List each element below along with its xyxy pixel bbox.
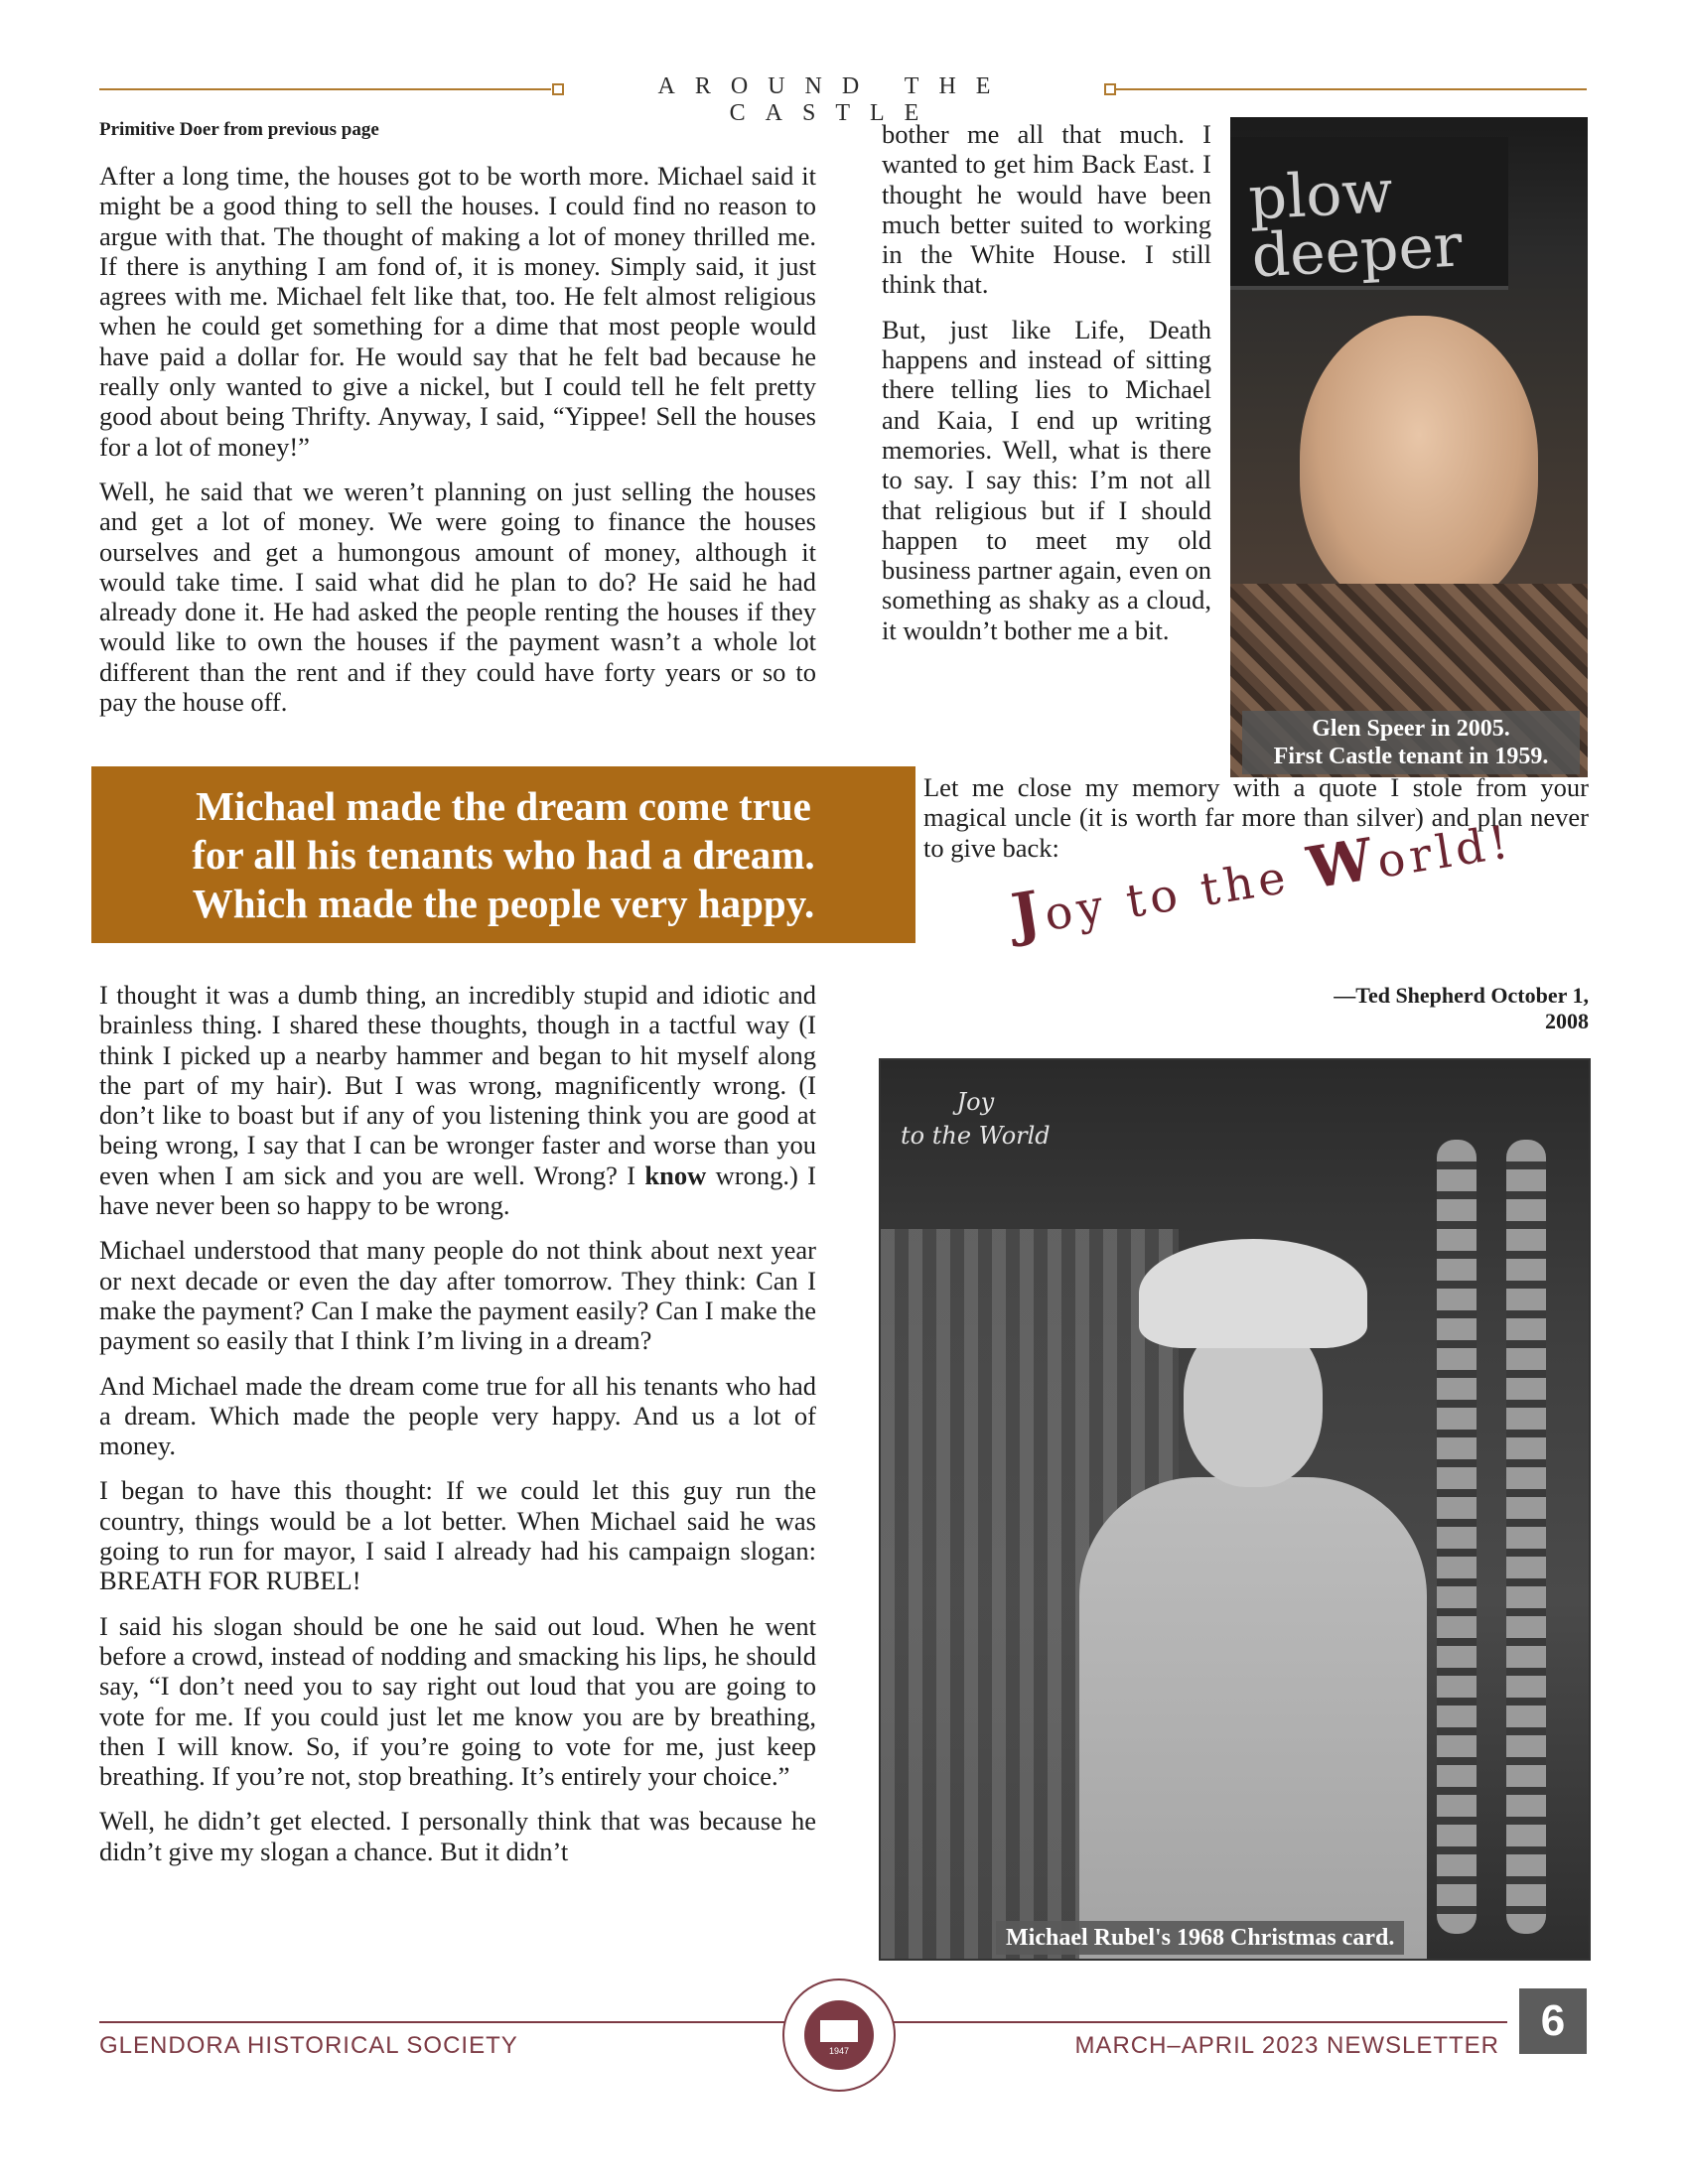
hanging-chain (1506, 1140, 1546, 1934)
sign-text (1246, 157, 1465, 292)
paragraph: bother me all that much. I wanted to get him Back East. I thought he would have been much better suited to working in the White House. I still think that. (882, 119, 1211, 300)
portrait-photo-glen-speer (1230, 117, 1588, 777)
pull-quote-line: for all his tenants who had a dream. (192, 831, 815, 878)
paragraph: Michael understood that many people do not think about next year or next decade or even the day after tomorrow. They think: Can I make the payment? Can I make the payment easily? Can I make the payment so easily that I think I’m living in a dream? (99, 1235, 816, 1356)
paragraph: Well, he said that we weren’t planning on just selling the houses and get a lot of money. We were going to finance the houses ourselves and get a humongous amount of money, although it would take time. I said what did he plan to do? He said he had already done it. He had asked the people renting the houses if they would like to own the houses if the payment wasn’t a whole lot different than the rent and if they could have forty years or so to pay the house off. (99, 476, 816, 718)
caption-line: Glen Speer in 2005. (1312, 716, 1510, 742)
man-figure (1079, 1477, 1427, 1959)
plow-deeper-sign (1230, 137, 1508, 290)
greeting-line: to the World (901, 1122, 1051, 1150)
footer-rule-right (892, 2021, 1507, 2023)
section-title: AROUND THE CASTLE (657, 73, 1011, 126)
christmas-card-photo (879, 1058, 1591, 1961)
footer-org-name: GLENDORA HISTORICAL SOCIETY (99, 2032, 518, 2059)
column-left-bottom (99, 980, 816, 1881)
footer-rule-left (99, 2021, 784, 2023)
sign-line: plow (1246, 157, 1395, 234)
header-ornament-left (552, 83, 564, 95)
footer-issue: MARCH–APRIL 2023 NEWSLETTER (1074, 2032, 1499, 2059)
paragraph: Let me close my memory with a quote I stole from your magical uncle (it is worth far more than silver) and plan never to give back: (923, 772, 1589, 863)
header-ornament-right (1104, 83, 1116, 95)
quote-initial: J (1007, 877, 1051, 949)
greeting-line: Joy (956, 1088, 995, 1116)
column-middle (882, 119, 1211, 660)
page-number: 6 (1519, 1988, 1587, 2054)
seal-year: 1947 (828, 2046, 850, 2056)
pull-quote (91, 766, 915, 943)
paragraph: I began to have this thought: If we could let this guy run the country, things would be a lot better. When Michael said he was going to run for mayor, I said I already had his campaign slogan: BREATH FOR RUBEL! (99, 1475, 816, 1596)
quote-text: oy to the (1041, 846, 1314, 941)
quote-initial: W (1303, 824, 1383, 902)
photo-caption (1242, 711, 1580, 774)
header-rule-right (1116, 88, 1587, 90)
sign-line: deeper (1249, 210, 1465, 292)
card-greeting (901, 1085, 1051, 1153)
historical-society-seal (782, 1979, 896, 2092)
quote-attribution: —Ted Shepherd October 1, 2008 (1334, 983, 1589, 1033)
quote-text: orld! (1373, 814, 1517, 888)
paragraph: But, just like Life, Death happens and instead of sitting there telling lies to Michael and Kaia, I end up writing memories. Well, what is there to say. I say this: I’m not all that religious but if I should happen to meet my old business partner again, even on something as shaky as a cloud, it wouldn’t bother me a bit. (882, 314, 1211, 645)
castle-icon (820, 2020, 858, 2042)
paragraph (99, 980, 816, 1220)
paragraph-text: wrong.) I have never been so happy to be wrong. (99, 1160, 816, 1221)
photo-caption: Michael Rubel's 1968 Christmas card. (996, 1921, 1404, 1955)
pull-quote-line: Michael made the dream come true (196, 782, 811, 829)
header-rule-left (99, 88, 551, 90)
hanging-chain (1437, 1140, 1477, 1934)
paragraph: After a long time, the houses got to be worth more. Michael said it might be a good thing to sell the houses. I could find no reason to argue with that. The thought of making a lot of money thrilled me. If there is anything I am fond of, it is money. Simply said, it just agrees with me. Michael felt like that, too. He felt almost religious when he could get something for a dime that most people would have paid a dollar for. He would say that he felt bad because he really only wanted to give a nickel, but I could tell he felt pretty good about being Thrifty. Anyway, I said, “Yippee! Sell the houses for a lot of money!” (99, 161, 816, 462)
paragraph: And Michael made the dream come true for all his tenants who had a dream. Which made the people very happy. And us a lot of money. (99, 1370, 816, 1461)
paragraph-text: I thought it was a dumb thing, an incredibly stupid and idiotic and brainless thing. I shared these thoughts, though in a tactful way (I think I picked up a nearby hammer and began to hit myself along the part of my hair). But I was wrong, magnificently wrong. (I don’t like to boast but if any of you listening think you are good at being wrong, I say that I can be wronger faster and worse than you even when I am sick and you are well. Wrong? I (99, 980, 816, 1190)
portrait-face (1300, 316, 1538, 614)
emphasis-text: know (644, 1160, 707, 1190)
caption-line: First Castle tenant in 1959. (1273, 744, 1549, 769)
seal-center (804, 2000, 874, 2070)
cowboy-hat (1139, 1239, 1367, 1348)
paragraph: Well, he didn’t get elected. I personally think that was because he didn’t give my slogan a chance. But it didn’t (99, 1806, 816, 1866)
paragraph: I said his slogan should be one he said out loud. When he went before a crowd, instead of nodding and smacking his lips, he should say, “I don’t need you to say right out loud that you are going to vote for me. If you could just let me know you are by breathing, then I will know. So, if you’re going to vote for me, just keep breathing. If you’re not, stop breathing. It’s entirely your choice.” (99, 1610, 816, 1792)
column-left-top (99, 161, 816, 732)
continued-from-label: Primitive Doer from previous page (99, 119, 379, 140)
pull-quote-line: Which made the people very happy. (192, 880, 815, 926)
